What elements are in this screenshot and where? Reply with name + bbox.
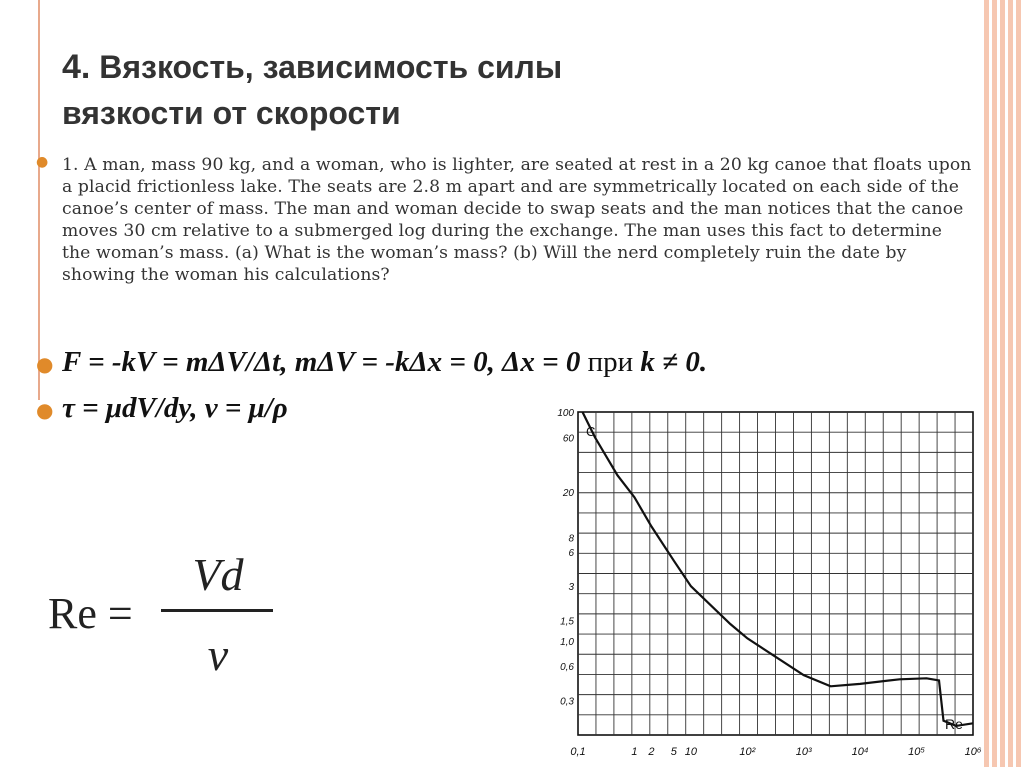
title-number: 4. (62, 48, 91, 86)
x-tick-label: 10² (739, 746, 756, 758)
y-tick-label: 3 (568, 582, 574, 594)
slide-left-rule (38, 0, 40, 400)
curve-label-c: C (586, 424, 596, 439)
problem-text: 1. A man, mass 90 kg, and a woman, who is lighter, are seated at rest in a 20 kg canoe that floats upon a placid frictionless lake. The seats are 2.8 m apart and are symmetrically located on each side of the canoe’s center of mass. The man and woman decide to swap seats and the man notices that the canoe moves 30 cm relative to a submerged log during the exchange. The man uses this fact to determine the woman’s mass. (a) What is the woman’s mass? (b) Will the nerd completely ruin the date by showing the woman his calculations? (62, 155, 972, 285)
y-tick-label: 0,3 (560, 696, 574, 708)
slide-title (62, 44, 942, 136)
drag-coefficient-chart (548, 400, 988, 767)
y-tick-label: 1,0 (560, 636, 574, 648)
x-tick-label: 10 (684, 746, 697, 758)
bullet-icon: ● (36, 154, 49, 170)
y-tick-label: 20 (562, 487, 574, 499)
y-tick-label: 0,6 (560, 662, 574, 674)
formula-momentum (62, 346, 707, 379)
x-tick-label: 10⁶ (964, 746, 982, 758)
re-numerator: Vd (192, 549, 244, 600)
chart-grid (578, 412, 973, 735)
re-fraction-bar (161, 609, 273, 612)
bullet-icon: ● (36, 398, 54, 422)
x-tick-labels (570, 746, 981, 758)
decorative-stripes (984, 0, 1024, 767)
formula-momentum-word: при (580, 346, 641, 378)
x-tick-label: 1 (631, 746, 638, 758)
x-tick-label: 5 (670, 746, 677, 758)
title-line1: Вязкость, зависимость силы (99, 49, 563, 85)
y-tick-label: 1,5 (560, 616, 574, 628)
x-tick-label: 10³ (795, 746, 812, 758)
title-line2: вязкости от скорости (62, 95, 401, 131)
x-tick-label: 10⁴ (851, 746, 869, 758)
y-tick-label: 6 (568, 547, 574, 559)
drag-curve (583, 412, 974, 726)
y-tick-label: 60 (562, 433, 574, 445)
formula-momentum-part1: F = -kV = mΔV/Δt, mΔV = -kΔx = 0, Δx = 0 (62, 346, 581, 378)
y-tick-label: 100 (557, 408, 574, 419)
formula-viscosity: τ = μdV/dy, ν = μ/ρ (62, 392, 288, 424)
formula-momentum-part2: k ≠ 0. (640, 346, 708, 378)
axis-label-re: Re (945, 716, 963, 732)
y-tick-labels (557, 408, 574, 708)
x-tick-label: 2 (648, 746, 655, 758)
x-tick-label: 0,1 (570, 746, 586, 758)
re-denominator: ν (207, 629, 229, 680)
x-tick-label: 10⁵ (908, 746, 926, 758)
bullet-icon: ● (36, 352, 54, 376)
re-left: Re = (48, 589, 133, 638)
y-tick-label: 8 (568, 533, 574, 545)
